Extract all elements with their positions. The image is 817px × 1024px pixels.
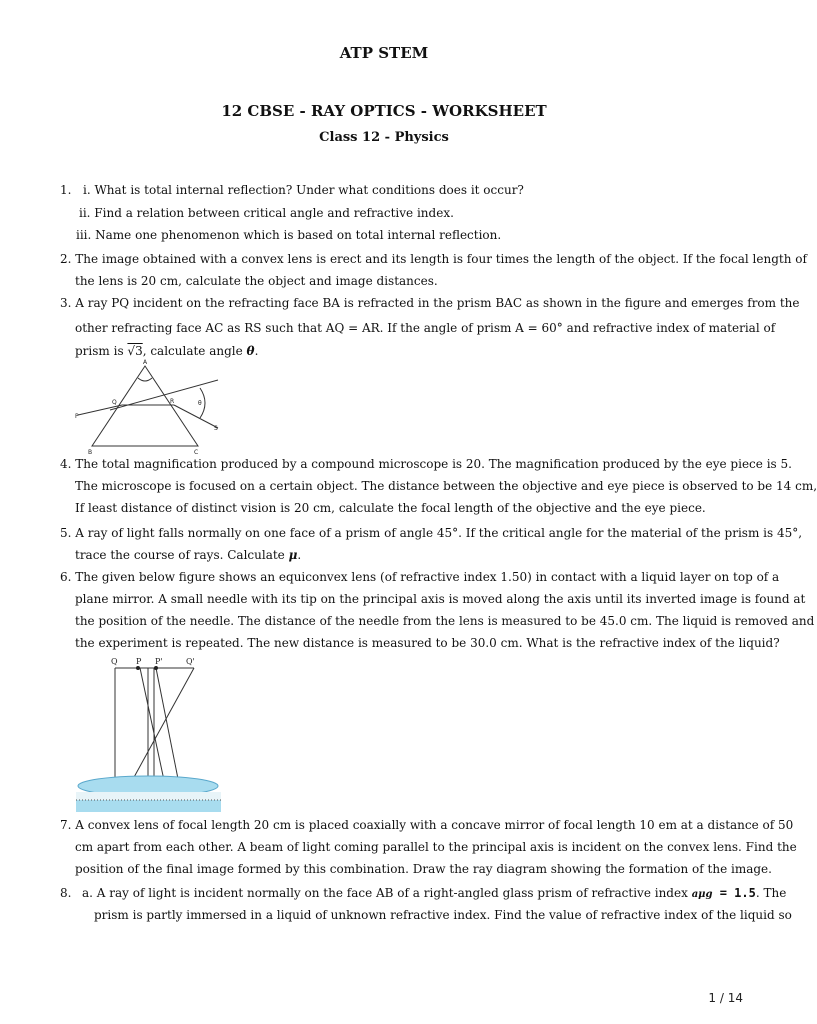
page-title: 12 CBSE - RAY OPTICS - WORKSHEET [221, 102, 547, 120]
q1-part-iii: iii. Name one phenomenon which is based on total internal reflection. [76, 228, 502, 242]
q5-line2-b: . [297, 548, 302, 562]
q3-line3-c: . [254, 344, 259, 358]
q1-number: 1. [60, 183, 72, 197]
sqrt-3: √3 [127, 344, 143, 358]
q2-line1: 2. The image obtained with a convex lens is erect and its length is four times the length of the object. If the focal length of [60, 252, 807, 266]
needle-tip-p-prime [154, 666, 158, 670]
label-b: B [88, 449, 93, 456]
theta-symbol: θ [246, 344, 255, 358]
refractive-index-value: = 1.5 [712, 886, 756, 900]
q6-line1: 6. The given below figure shows an equiconvex lens (of refractive index 1.50) in contact with a liquid layer on top of a [60, 570, 780, 584]
q8-line1-a: a. A ray of light is incident normally on the face AB of a right-angled glass prism of refractive index [82, 886, 692, 900]
label-theta: θ [198, 400, 202, 407]
liquid-layer [76, 792, 221, 800]
label-p: P [75, 413, 79, 420]
q1-part-ii: ii. Find a relation between critical angle and refractive index. [79, 206, 454, 220]
q8-line1-b: . The [755, 886, 787, 900]
q7-line3: position of the final image formed by this combination. Draw the ray diagram showing the formation of the image. [75, 862, 772, 876]
label-r: R [170, 398, 175, 405]
q5-line2 [75, 547, 301, 563]
org-name: ATP STEM [339, 44, 429, 62]
q6-line3: the position of the needle. The distance of the needle from the lens is measured to be 45.0 cm. The liquid is removed and [75, 614, 815, 628]
q7-line2: cm apart from each other. A beam of light coming parallel to the principal axis is incident on the convex lens. Find the [75, 840, 797, 854]
q5-line1: 5. A ray of light falls normally on one face of a prism of angle 45°. If the critical angle for the material of the prism is 45°, [60, 526, 803, 540]
q3-line1: 3. A ray PQ incident on the refracting face BA is refracted in the prism BAC as shown in the figure and emerges from the [60, 296, 800, 310]
q2-line2: the lens is 20 cm, calculate the object and image distances. [75, 274, 438, 288]
q8-line1 [82, 885, 786, 903]
emergent-ray [174, 405, 218, 428]
q3-line3 [75, 343, 258, 359]
label-q: Q [112, 399, 117, 406]
q4-line1: 4. The total magnification produced by a compound microscope is 20. The magnification produced by the eye piece is 5. [60, 457, 792, 471]
q5-line2-a: trace the course of rays. Calculate [75, 548, 289, 562]
q6-line2: plane mirror. A small needle with its tip on the principal axis is moved along the axis until its inverted image is found at [75, 592, 806, 606]
label-p-prime: P' [155, 657, 163, 666]
q7-line1: 7. A convex lens of focal length 20 cm is placed coaxially with a concave mirror of focal length 10 em at a distance of 50 [60, 818, 794, 832]
q3-line3-a: prism is [75, 344, 128, 358]
label-q: Q [111, 657, 118, 666]
prism-figure [70, 358, 230, 458]
page-subtitle: Class 12 - Physics [319, 130, 449, 145]
label-s: S [214, 425, 218, 432]
q8-number: 8. [60, 886, 72, 900]
label-a: A [143, 359, 148, 366]
q6-line4: the experiment is repeated. The new distance is measured to be 30.0 cm. What is the refractive index of the liquid? [75, 636, 780, 650]
page-number: 1 / 14 [708, 991, 743, 1005]
needle-tip-p [136, 666, 140, 670]
q4-line3: If least distance of distinct vision is 20 cm, calculate the focal length of the objective and the eye piece. [75, 501, 706, 515]
apex-arc [138, 378, 152, 381]
label-p: P [136, 657, 142, 666]
plane-mirror [76, 800, 221, 812]
q3-line2: other refracting face AC as RS such that AQ = AR. If the angle of prism A = 60° and refractive index of material of [75, 321, 776, 335]
mu-symbol: μ [288, 548, 298, 562]
label-q-prime: Q' [186, 657, 195, 666]
prism-triangle [92, 366, 198, 446]
label-c: C [194, 449, 199, 456]
q4-line2: The microscope is focused on a certain object. The distance between the objective and eye piece is observed to be 14 cm, [75, 479, 817, 493]
q3-line3-b: , calculate angle [142, 344, 247, 358]
q8-line2: prism is partly immersed in a liquid of unknown refractive index. Find the value of refractive index of the liquid so [94, 908, 792, 922]
q1-part-i: i. What is total internal reflection? Under what conditions does it occur? [83, 183, 524, 197]
lens-mirror-figure [74, 654, 224, 816]
mu-subscript-symbol: aμg [691, 889, 713, 900]
